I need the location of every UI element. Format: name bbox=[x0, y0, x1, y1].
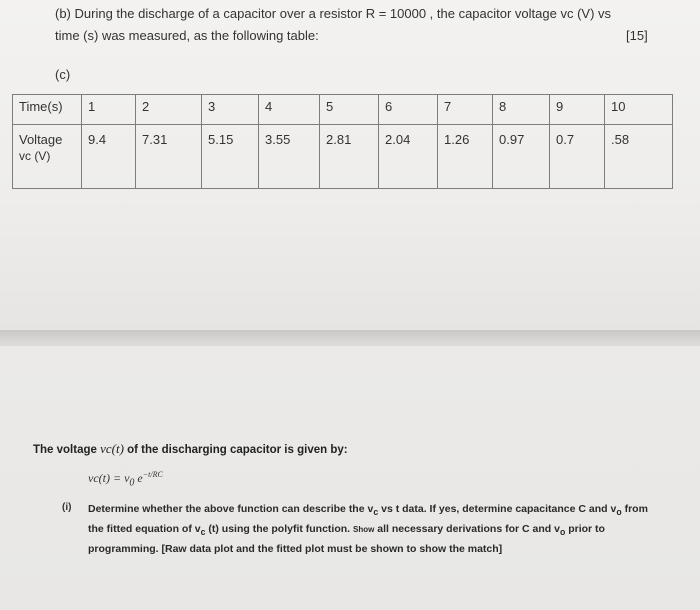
table-cell: 9 bbox=[550, 95, 605, 125]
question-line-2: time (s) was measured, as the following table: bbox=[55, 28, 319, 43]
item-sub-c: c bbox=[200, 527, 206, 538]
data-table bbox=[12, 94, 673, 189]
marks-label: [15] bbox=[626, 28, 648, 43]
given-statement bbox=[33, 441, 348, 457]
table-cell: 2 bbox=[136, 95, 202, 125]
table-row-voltage bbox=[13, 125, 673, 189]
voltage-header-label: Voltage bbox=[19, 132, 63, 147]
table-cell: 2.04 bbox=[379, 125, 438, 189]
question-line-1: (b) During the discharge of a capacitor over a resistor R = 10000 , the capacitor voltage vc (V) vs bbox=[55, 6, 612, 21]
item-text-b: vs t data. If yes, determine capacitance C and v bbox=[378, 503, 617, 515]
given-text: The voltage bbox=[33, 444, 101, 456]
table-cell: 2.81 bbox=[320, 125, 379, 189]
table-cell: 9.4 bbox=[82, 125, 136, 189]
table-row-time bbox=[13, 95, 673, 125]
table-cell: 6 bbox=[379, 95, 438, 125]
item-sub-a: c bbox=[373, 507, 379, 518]
given-text-end: of the discharging capacitor is given by: bbox=[123, 444, 348, 456]
table-cell: 7.31 bbox=[136, 125, 202, 189]
table-cell: 0.97 bbox=[493, 125, 550, 189]
table-cell: 4 bbox=[259, 95, 320, 125]
table-cell: 3.55 bbox=[259, 125, 320, 189]
item-text-c: from the fitted equation of v bbox=[88, 503, 648, 536]
item-show-small: Show bbox=[353, 525, 375, 535]
table-header-voltage bbox=[13, 125, 82, 189]
formula-subscript: 0 bbox=[129, 477, 135, 489]
item-sub-b: o bbox=[616, 507, 622, 518]
item-text-f: prior to programming. [Raw data plot and the fitted plot must be shown to show the match] bbox=[88, 523, 605, 556]
table-cell: .58 bbox=[605, 125, 673, 189]
page-divider bbox=[0, 330, 700, 346]
part-label: (c) bbox=[55, 67, 71, 82]
table-cell: 8 bbox=[493, 95, 550, 125]
table-cell: 1 bbox=[82, 95, 136, 125]
item-text-d: (t) using the polyfit function. bbox=[205, 523, 354, 536]
table-cell: 3 bbox=[202, 95, 259, 125]
discharge-formula bbox=[88, 470, 163, 488]
item-text-e: all necessary derivations for C and v bbox=[374, 523, 560, 536]
item-number: (i) bbox=[62, 502, 72, 513]
formula-base: e bbox=[134, 471, 143, 485]
formula-exponent: −t/RC bbox=[142, 470, 163, 479]
item-text bbox=[88, 501, 660, 558]
voltage-unit-label: vc (V) bbox=[19, 149, 51, 163]
table-header-time: Time(s) bbox=[13, 95, 82, 125]
table-cell: 10 bbox=[605, 95, 673, 125]
formula-lhs: vc(t) = v bbox=[88, 471, 130, 485]
table-cell: 0.7 bbox=[550, 125, 605, 189]
table-cell: 5 bbox=[320, 95, 379, 125]
table-cell: 5.15 bbox=[202, 125, 259, 189]
table-cell: 1.26 bbox=[438, 125, 493, 189]
table-cell: 7 bbox=[438, 95, 493, 125]
given-variable: vc(t) bbox=[100, 441, 124, 456]
item-text-a: Determine whether the above function can describe the v bbox=[88, 503, 374, 515]
item-sub-e: o bbox=[559, 527, 566, 538]
